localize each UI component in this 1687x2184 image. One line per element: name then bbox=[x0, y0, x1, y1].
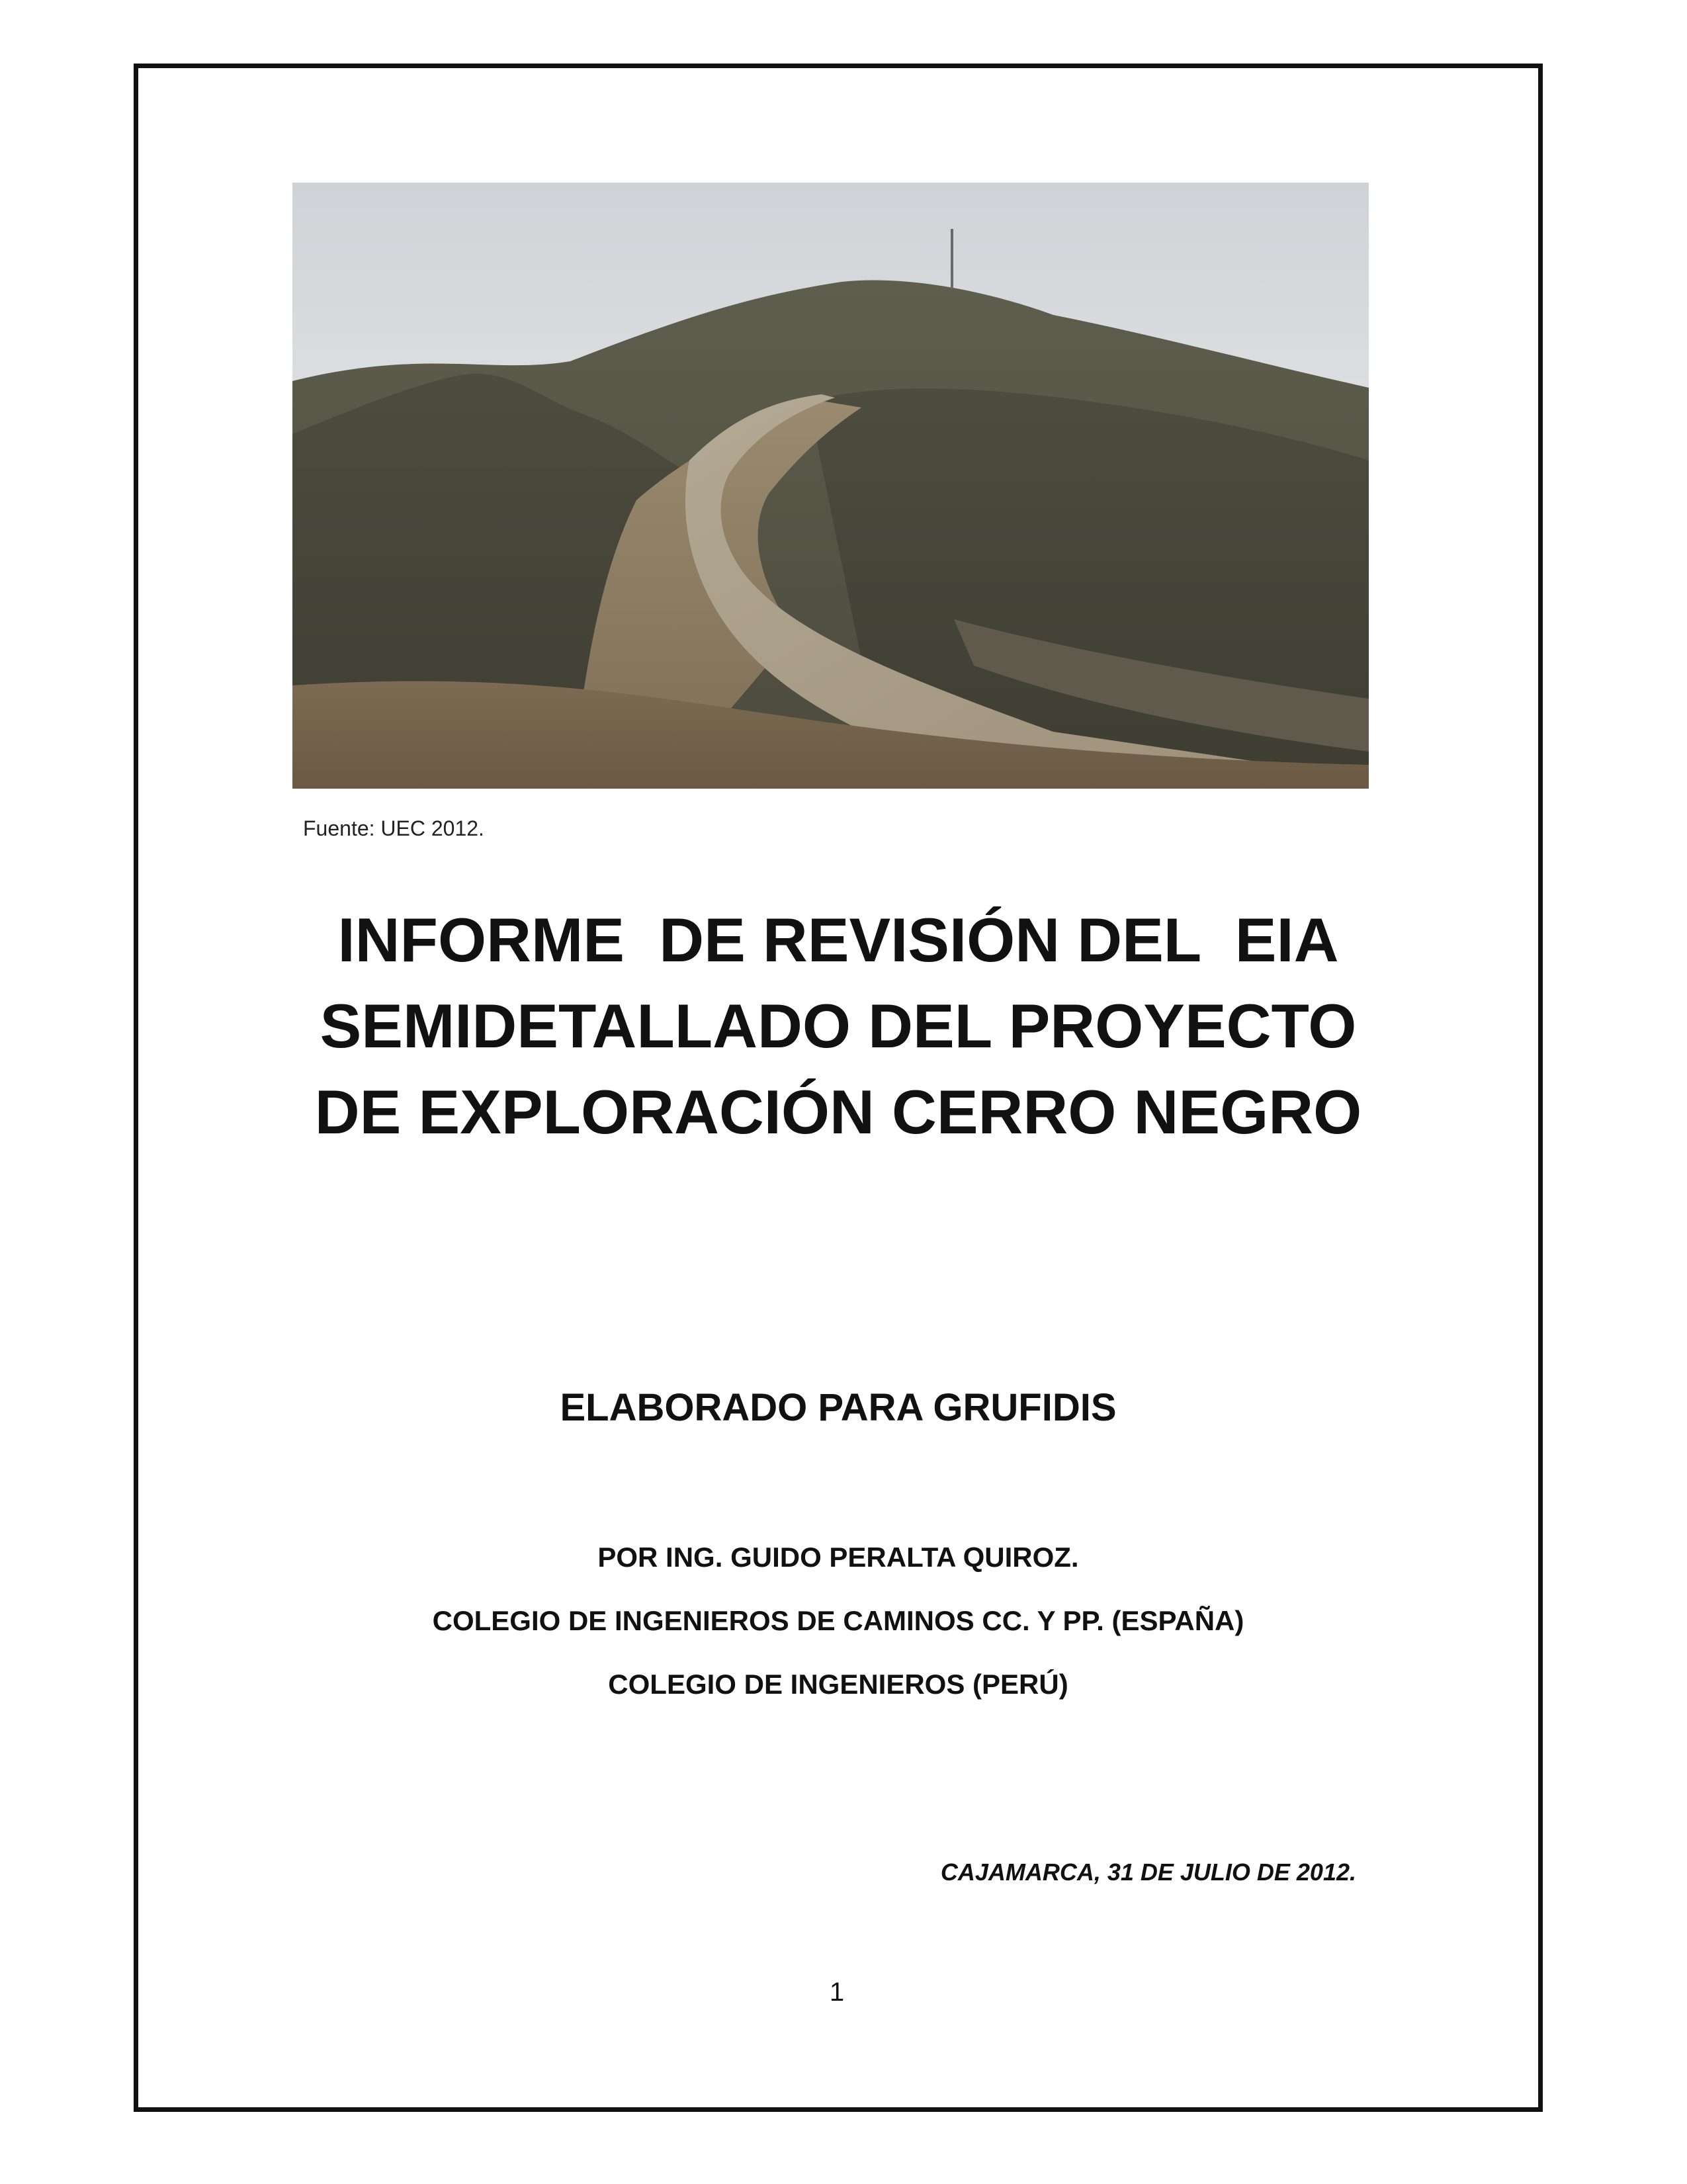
page-number: 1 bbox=[829, 1978, 845, 2007]
prepared-for: ELABORADO PARA GRUFIDIS bbox=[560, 1386, 1117, 1429]
title-line-2: SEMIDETALLADO DEL PROYECTO bbox=[320, 991, 1357, 1061]
author-affiliation-spain: COLEGIO DE INGENIEROS DE CAMINOS CC. Y PP. (ESPAÑA) bbox=[432, 1605, 1244, 1636]
author-affiliation-peru: COLEGIO DE INGENIEROS (PERÚ) bbox=[608, 1669, 1068, 1700]
document-title bbox=[198, 897, 1478, 1155]
author-name: POR ING. GUIDO PERALTA QUIROZ. bbox=[597, 1542, 1079, 1573]
landscape-image bbox=[292, 183, 1369, 789]
mountain-landscape-photo bbox=[292, 183, 1369, 789]
title-line-3: DE EXPLORACIÓN CERRO NEGRO bbox=[314, 1077, 1362, 1147]
title-line-1: INFORME DE REVISIÓN DEL EIA bbox=[337, 905, 1339, 975]
place-and-date: CAJAMARCA, 31 DE JULIO DE 2012. bbox=[940, 1858, 1356, 1886]
antenna bbox=[951, 229, 953, 288]
photo-caption: Fuente: UEC 2012. bbox=[303, 816, 484, 840]
author-block bbox=[198, 1526, 1478, 1716]
